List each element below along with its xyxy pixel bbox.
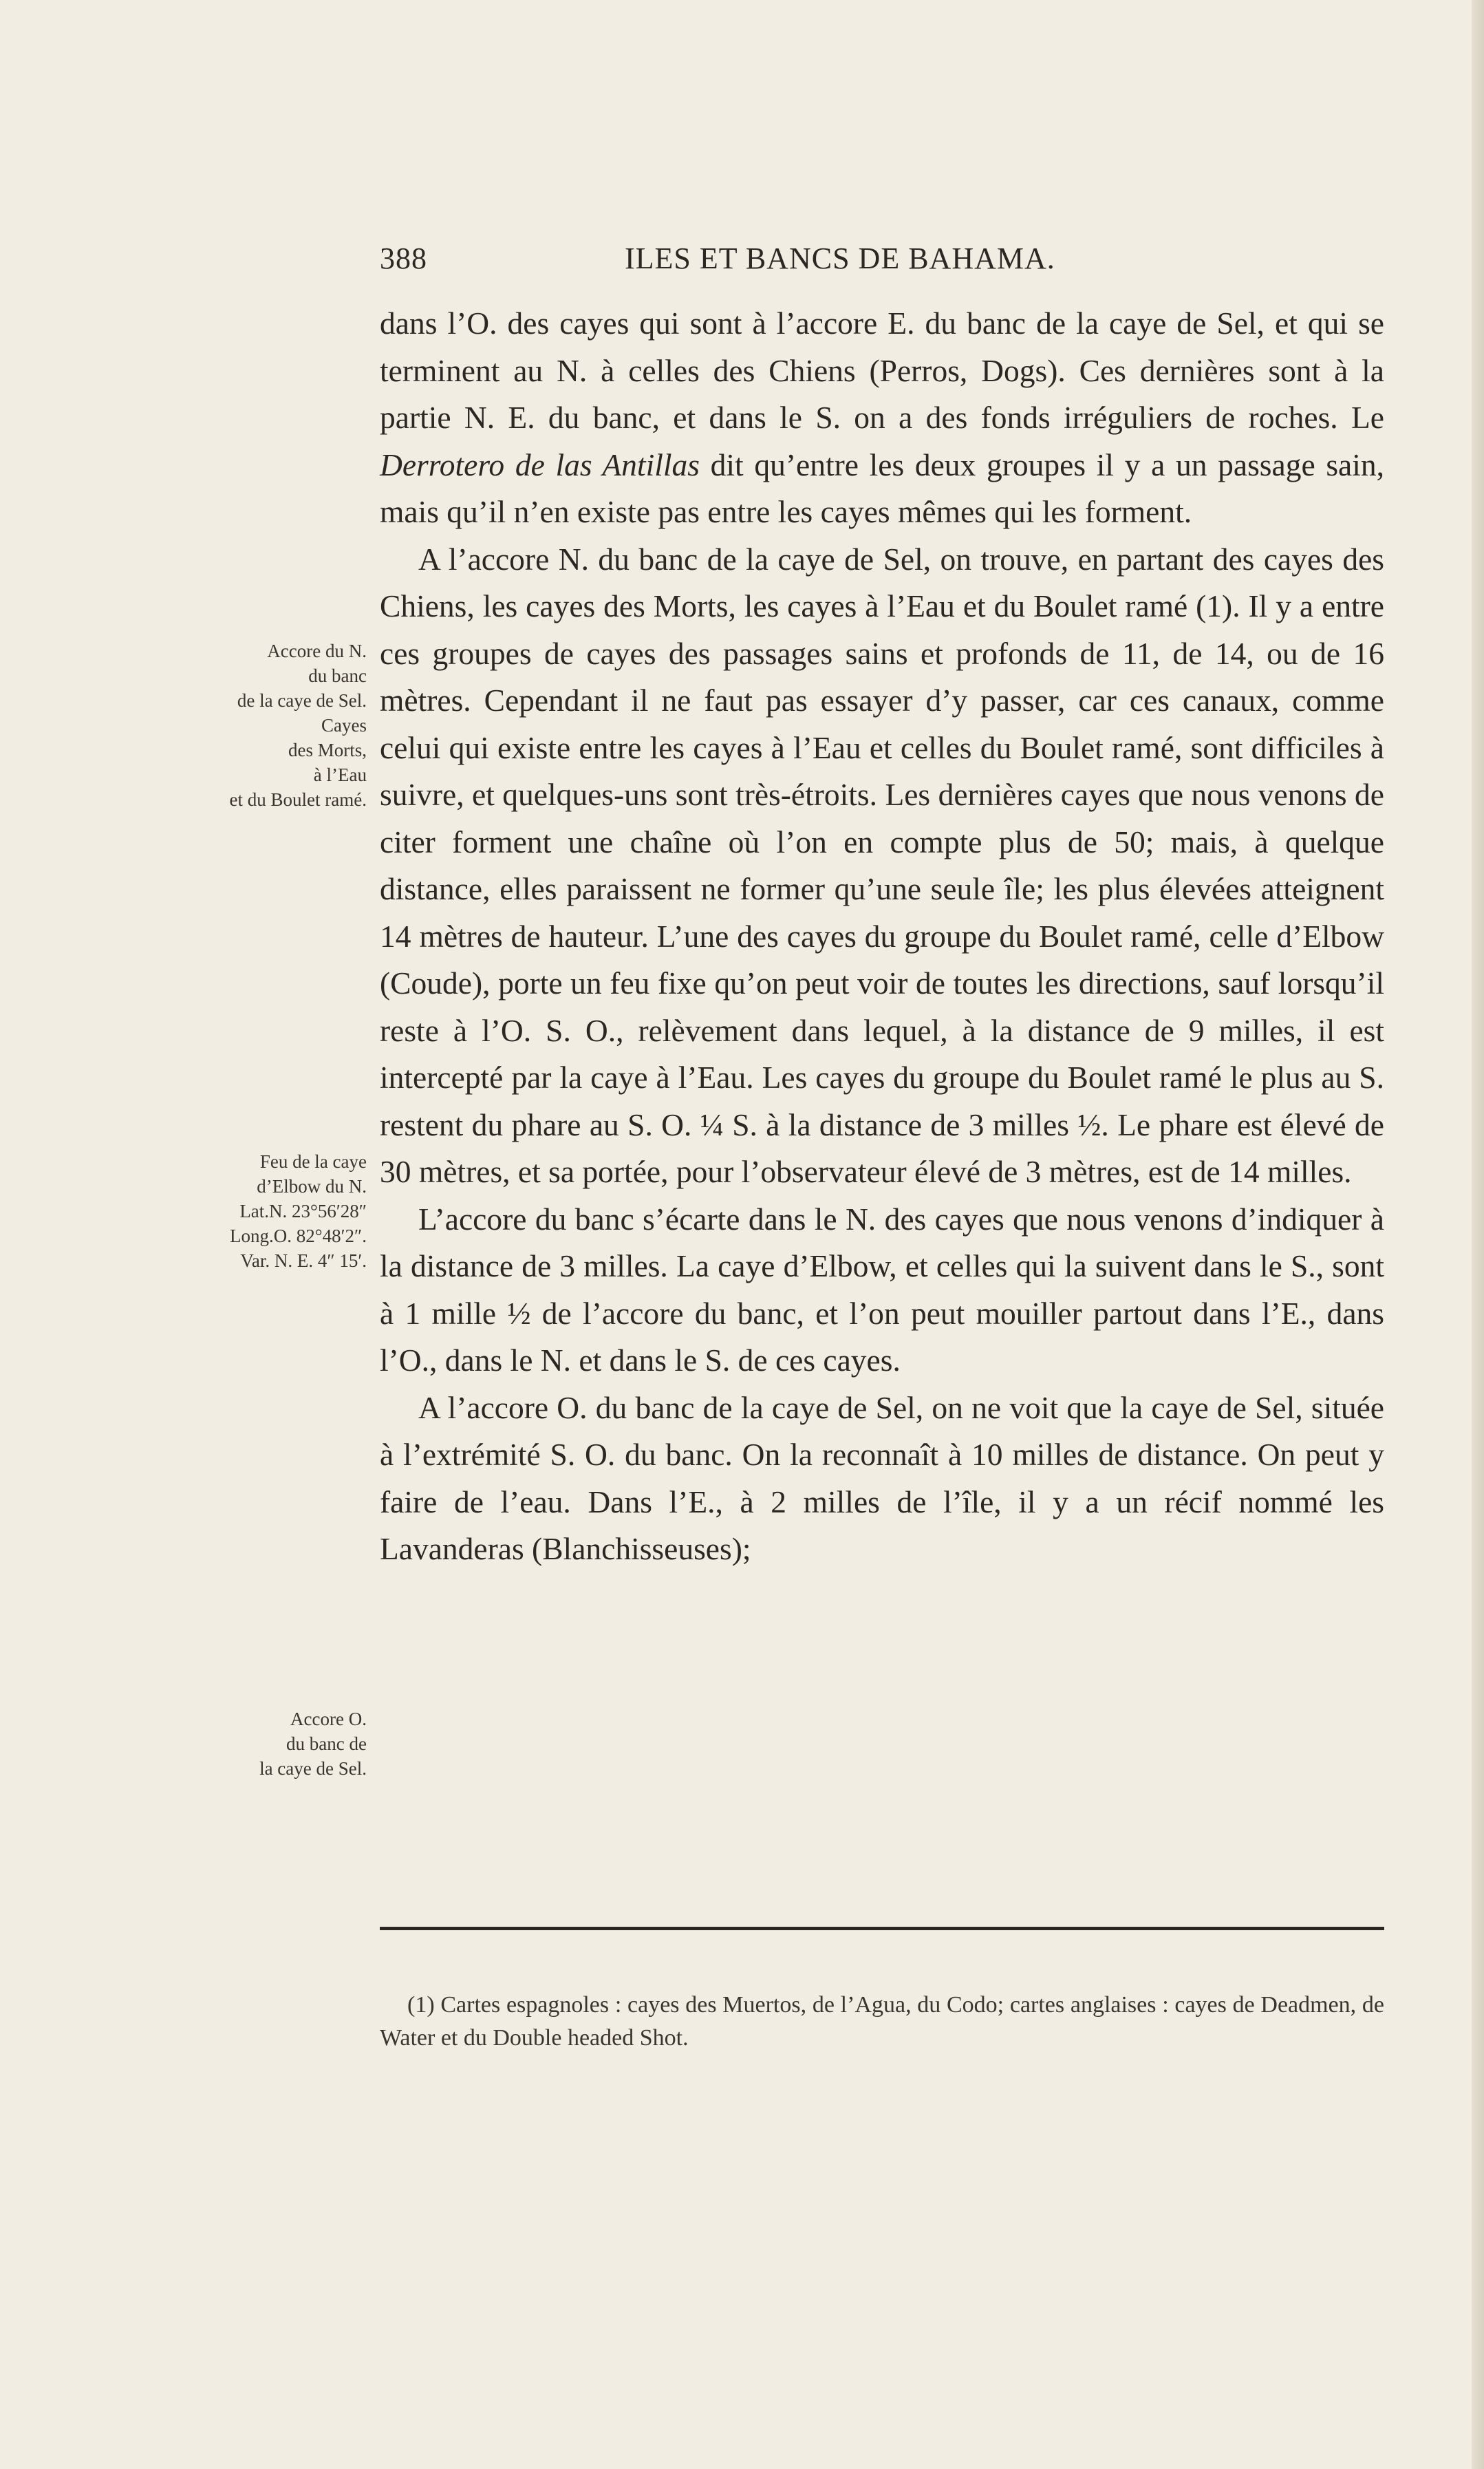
text-run: L’accore du banc s’écarte dans le N. des cayes que nous venons d’indiquer à la distance de 3 milles. La caye d’Elbow, et celles qui la suivent dans le S., sont à 1 mille ½ de l’accore du banc, et l’on peut mouiller partout dans l’E., dans l’O., dans le N. et dans le S. de ces cayes. (380, 1201, 1384, 1378)
italic-title: Derrotero de las Antillas (380, 447, 700, 482)
text-run: A l’accore O. du banc de la caye de Sel, on ne voit que la caye de Sel, située à l’extrémité S. O. du banc. On la reconnaît à 10 milles de distance. On peut y faire de l’eau. Dans l’E., à 2 milles de l’île, il y a un récif nommé les Lavanderas (Blanchisseuses); (380, 1389, 1384, 1566)
margin-note-feu-elbow: Feu de la caye d’Elbow du N. Lat.N. 23°56′28″ Long.O. 82°48′2″. Var. N. E. 4″ 15′. (230, 1151, 367, 1271)
text-run: dit qu’entre les deux groupes il y a un passage sain, mais qu’il n’en existe pas entre les cayes mêmes qui les forment. (380, 447, 1384, 529)
margin-note-accore-nord: Accore du N. du banc de la caye de Sel. Cayes des Morts, à l’Eau et du Boulet ramé. (229, 641, 367, 810)
page-edge (1472, 0, 1484, 2469)
paragraph (380, 536, 1384, 1196)
paragraph (380, 1196, 1384, 1385)
running-title: ILES ET BANCS DE BAHAMA. (625, 242, 1055, 275)
paragraph (380, 300, 1384, 536)
text-run: A l’accore N. du banc de la caye de Sel, on trouve, en partant des cayes des Chiens, les cayes des Morts, les cayes à l’Eau et du Boulet ramé (1). Il y a entre ces groupes de cayes des passages sains et profonds de 11, de 14, ou de 16 mètres. Cependant il ne faut pas essayer d’y passer, car ces canaux, comme celui qui existe entre les cayes à l’Eau et celles du Boulet ramé, sont difficiles à suivre, et quelques-uns sont très-étroits. Les dernières cayes que nous venons de citer forment une chaîne où l’on en compte plus de 50; mais, à quelque distance, elles paraissent ne former qu’une seule île; les plus élevées atteignent 14 mètres de hauteur. L’une des cayes du groupe du Boulet ramé, celle d’Elbow (Coude), porte un feu fixe qu’on peut voir de toutes les directions, sauf lorsqu’il reste à l’O. S. O., relèvement dans lequel, à la distance de 9 milles, il est intercepté par la caye à l’Eau. Les cayes du groupe du Boulet ramé le plus au S. restent du phare au S. O. ¼ S. à la distance de 3 milles ½. Le phare est élevé de 30 mètres, et sa portée, pour l’observateur élevé de 3 mètres, est de 14 milles. (380, 541, 1384, 1189)
paragraph (380, 1385, 1384, 1573)
text-run: dans l’O. des cayes qui sont à l’accore E. du banc de la caye de Sel, et qui se terminent au N. à celles des Chiens (Perros, Dogs). Ces dernières sont à la partie N. E. du banc, et dans le S. on a des fonds irréguliers de roches. Le (380, 306, 1384, 435)
footnote: (1) Cartes espagnoles : cayes des Muertos, de l’Agua, du Codo; cartes anglaises : cayes de Deadmen, de Water et du Double headed Shot. (380, 1992, 1384, 2051)
margin-note-accore-ouest: Accore O. du banc de la caye de Sel. (259, 1709, 367, 1779)
page-number: 388 (380, 242, 427, 275)
footnote-rule (380, 1927, 1384, 1930)
body-text (380, 300, 1384, 1573)
running-header (380, 241, 1384, 289)
